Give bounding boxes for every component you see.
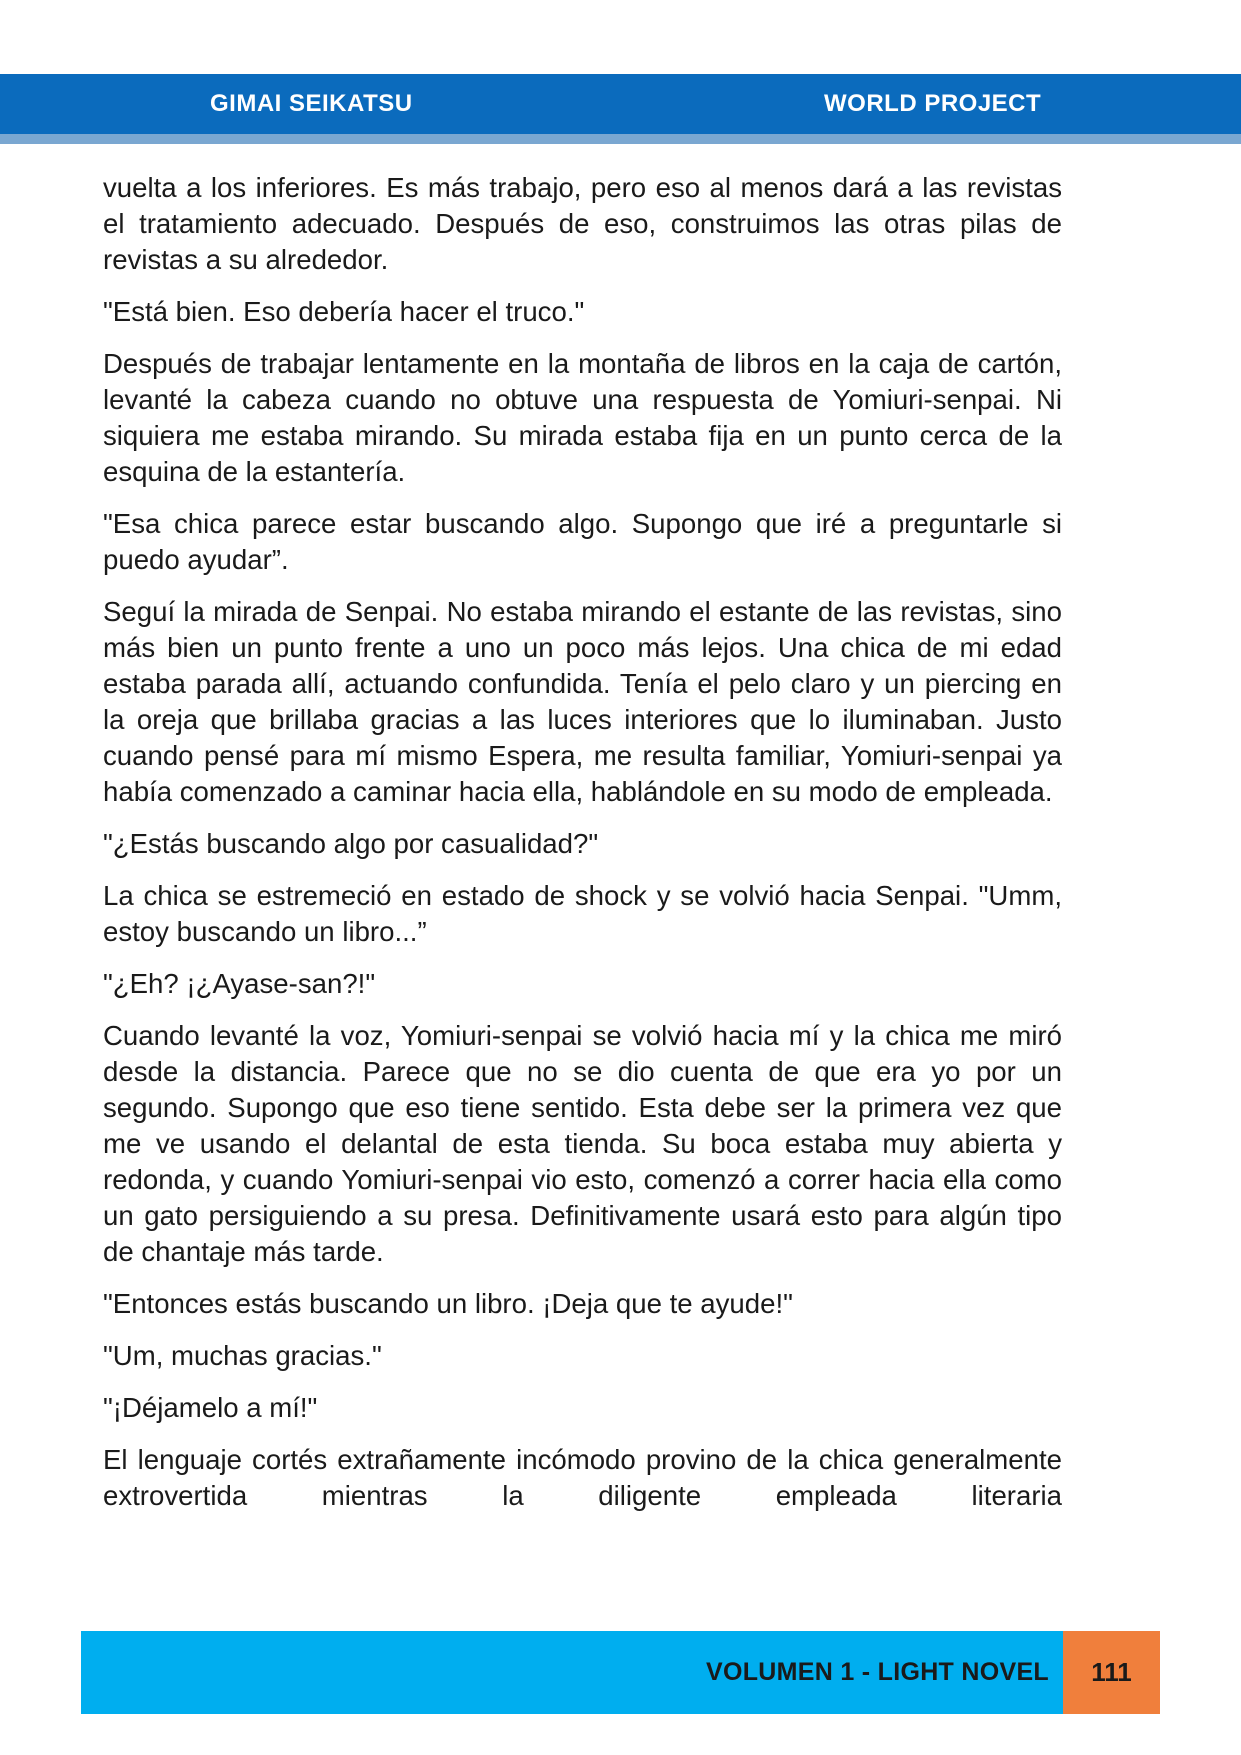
paragraph: "Esa chica parece estar buscando algo. Supongo que iré a preguntarle si puedo ayudar”. xyxy=(103,508,1062,575)
page-body xyxy=(103,170,1062,1530)
page-number: 111 xyxy=(1063,1631,1160,1714)
header-band xyxy=(0,74,1241,134)
paragraph: "¡Déjamelo a mí!" xyxy=(103,1392,318,1423)
paragraph: Cuando levanté la voz, Yomiuri-senpai se volvió hacia mí y la chica me miró desde la distancia. Parece que no se dio cuenta de que era yo por un segundo. Supongo que eso tiene sentido. Esta debe ser la primera vez que me ve usando el delantal de esta tienda. Su boca estaba muy abierta y redonda, y cuando Yomiuri-senpai vio esto, comenzó a correr hacia ella como un gato persiguiendo a su presa. Definitivamente usará esto para algún tipo de chantaje más tarde. xyxy=(103,1020,1062,1267)
paragraph: "Entonces estás buscando un libro. ¡Deja que te ayude!" xyxy=(103,1288,793,1319)
paragraph: Después de trabajar lentamente en la montaña de libros en la caja de cartón, levanté la cabeza cuando no obtuve una respuesta de Yomiuri-senpai. Ni siquiera me estaba mirando. Su mirada estaba fija en un punto cerca de la esquina de la estantería. xyxy=(103,348,1062,487)
header-shadow xyxy=(0,134,1241,144)
footer-volume-title: VOLUMEN 1 - LIGHT NOVEL xyxy=(705,1658,1049,1686)
paragraph: La chica se estremeció en estado de shock y se volvió hacia Senpai. "Umm, estoy buscando un libro...” xyxy=(103,880,1062,947)
paragraph: vuelta a los inferiores. Es más trabajo, pero eso al menos dará a las revistas el tratamiento adecuado. Después de eso, construimos las otras pilas de revistas a su alrededor. xyxy=(103,172,1062,275)
paragraph: El lenguaje cortés extrañamente incómodo provino de la chica generalmente extrovertida mientras la diligente empleada literaria xyxy=(103,1444,1062,1511)
paragraph: "¿Eh? ¡¿Ayase-san?!" xyxy=(103,968,376,999)
paragraph: Seguí la mirada de Senpai. No estaba mirando el estante de las revistas, sino más bien un punto frente a uno un poco más lejos. Una chica de mi edad estaba parada allí, actuando confundida. Tenía el pelo claro y un piercing en la oreja que brillaba gracias a las luces interiores que lo iluminaban. Justo cuando pensé para mí mismo Espera, me resulta familiar, Yomiuri-senpai ya había comenzado a caminar hacia ella, hablándole en su modo de empleada. xyxy=(103,596,1062,807)
paragraph: "¿Estás buscando algo por casualidad?" xyxy=(103,828,599,859)
header-publisher-title: WORLD PROJECT xyxy=(824,90,1042,117)
header-series-title: GIMAI SEIKATSU xyxy=(210,90,413,117)
paragraph: "Um, muchas gracias." xyxy=(103,1340,382,1371)
paragraph: "Está bien. Eso debería hacer el truco." xyxy=(103,296,585,327)
